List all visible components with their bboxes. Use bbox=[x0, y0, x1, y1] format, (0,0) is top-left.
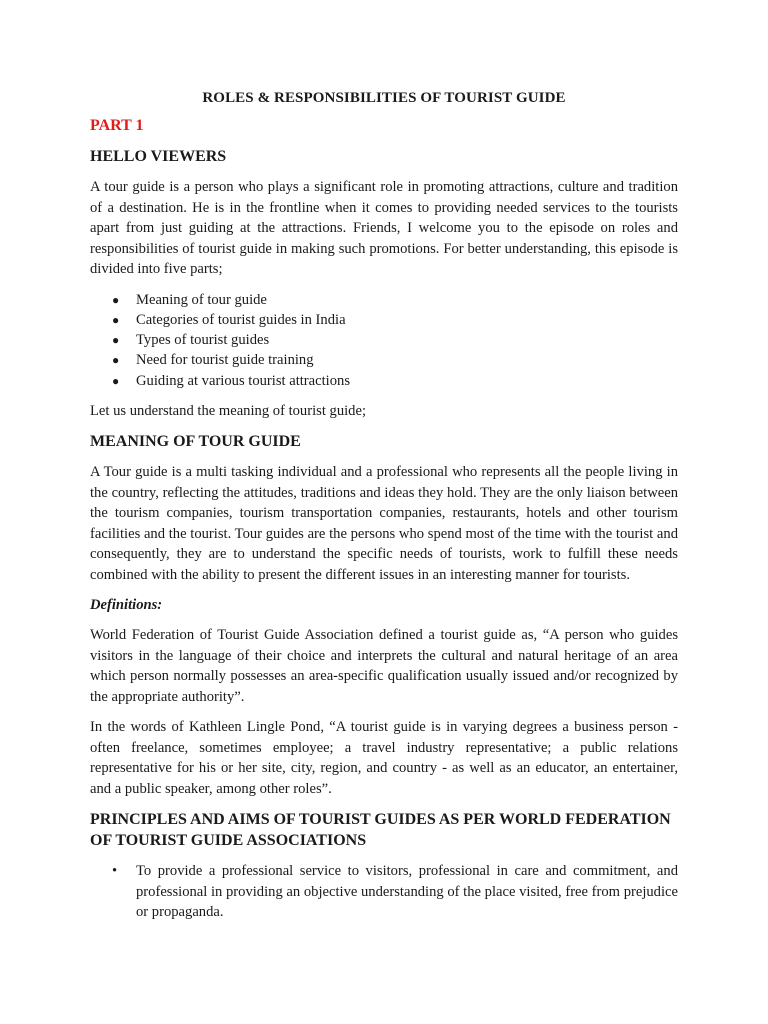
parts-list bbox=[90, 290, 678, 391]
list-item bbox=[90, 861, 678, 923]
definitions-label: Definitions: bbox=[90, 597, 163, 614]
list-item bbox=[90, 290, 678, 310]
list-item bbox=[90, 371, 678, 391]
bullet-icon: ● bbox=[112, 292, 120, 307]
transition-text: Let us understand the meaning of tourist guide; bbox=[90, 402, 367, 419]
definition-wftga: World Federation of Tourist Guide Association defined a tourist guide as, “A person who guides visitors in the language of their choice and interprets the cultural and natural heritage of an area which person normally possesses an area-specific qualification usually issued and/or recognized by the appropriate authority”. bbox=[90, 627, 678, 705]
bullet-icon: • bbox=[112, 863, 118, 880]
list-item-text: Meaning of tour guide bbox=[136, 291, 267, 308]
intro-paragraph: A tour guide is a person who plays a significant role in promoting attractions, culture and tradition of a destination. He is in the frontline when it comes to providing needed services to the tourists apart from just guiding at the attractions. Friends, I welcome you to the episode on roles and responsibilities of tourist guide in making such promotions. For better understanding, this episode is divided into five parts; bbox=[90, 179, 678, 277]
list-item-text: Types of tourist guides bbox=[136, 332, 270, 349]
document-title: ROLES & RESPONSIBILITIES OF TOURIST GUIDE bbox=[202, 90, 566, 106]
bullet-icon: ● bbox=[112, 373, 120, 388]
list-item-text: Categories of tourist guides in India bbox=[136, 311, 346, 328]
list-item-text: Need for tourist guide training bbox=[136, 352, 314, 369]
greeting-heading: HELLO VIEWERS bbox=[90, 148, 227, 165]
list-item-text: To provide a professional service to visitors, professional in care and commitment, and professional in providing an objective understanding of the place visited, free from prejudice or propaganda. bbox=[136, 863, 678, 921]
list-item bbox=[90, 350, 678, 370]
principles-list bbox=[90, 861, 678, 923]
list-item bbox=[90, 330, 678, 350]
document-page bbox=[90, 88, 678, 923]
meaning-paragraph: A Tour guide is a multi tasking individual and a professional who represents all the people living in the country, reflecting the attitudes, traditions and ideas they hold. They are the only liaison between the tourism companies, tourism transportation companies, restaurants, hotels and other tourism facilities and the tourist. Tour guides are the persons who spend most of the time with the tourist and consequently, they are to understand the specific needs of tourists, work to fulfill these needs combined with the ability to present the different issues in an interesting manner for tourists. bbox=[90, 464, 678, 583]
bullet-icon: ● bbox=[112, 333, 120, 348]
definition-pond: In the words of Kathleen Lingle Pond, “A tourist guide is in varying degrees a business person - often freelance, sometimes employee; a travel industry representative; a public relations representative for his or her site, city, region, and country - as well as an educator, an entertainer, and a public speaker, among other roles”. bbox=[90, 719, 678, 797]
list-item bbox=[90, 310, 678, 330]
list-item-text: Guiding at various tourist attractions bbox=[136, 372, 351, 389]
principles-heading: PRINCIPLES AND AIMS OF TOURIST GUIDES AS PER WORLD FEDERATION OF TOURIST GUIDE ASSOCIATIONS bbox=[90, 811, 671, 850]
bullet-icon: ● bbox=[112, 353, 120, 368]
meaning-heading: MEANING OF TOUR GUIDE bbox=[90, 433, 301, 451]
bullet-icon: ● bbox=[112, 312, 120, 327]
part-label: PART 1 bbox=[90, 117, 144, 134]
